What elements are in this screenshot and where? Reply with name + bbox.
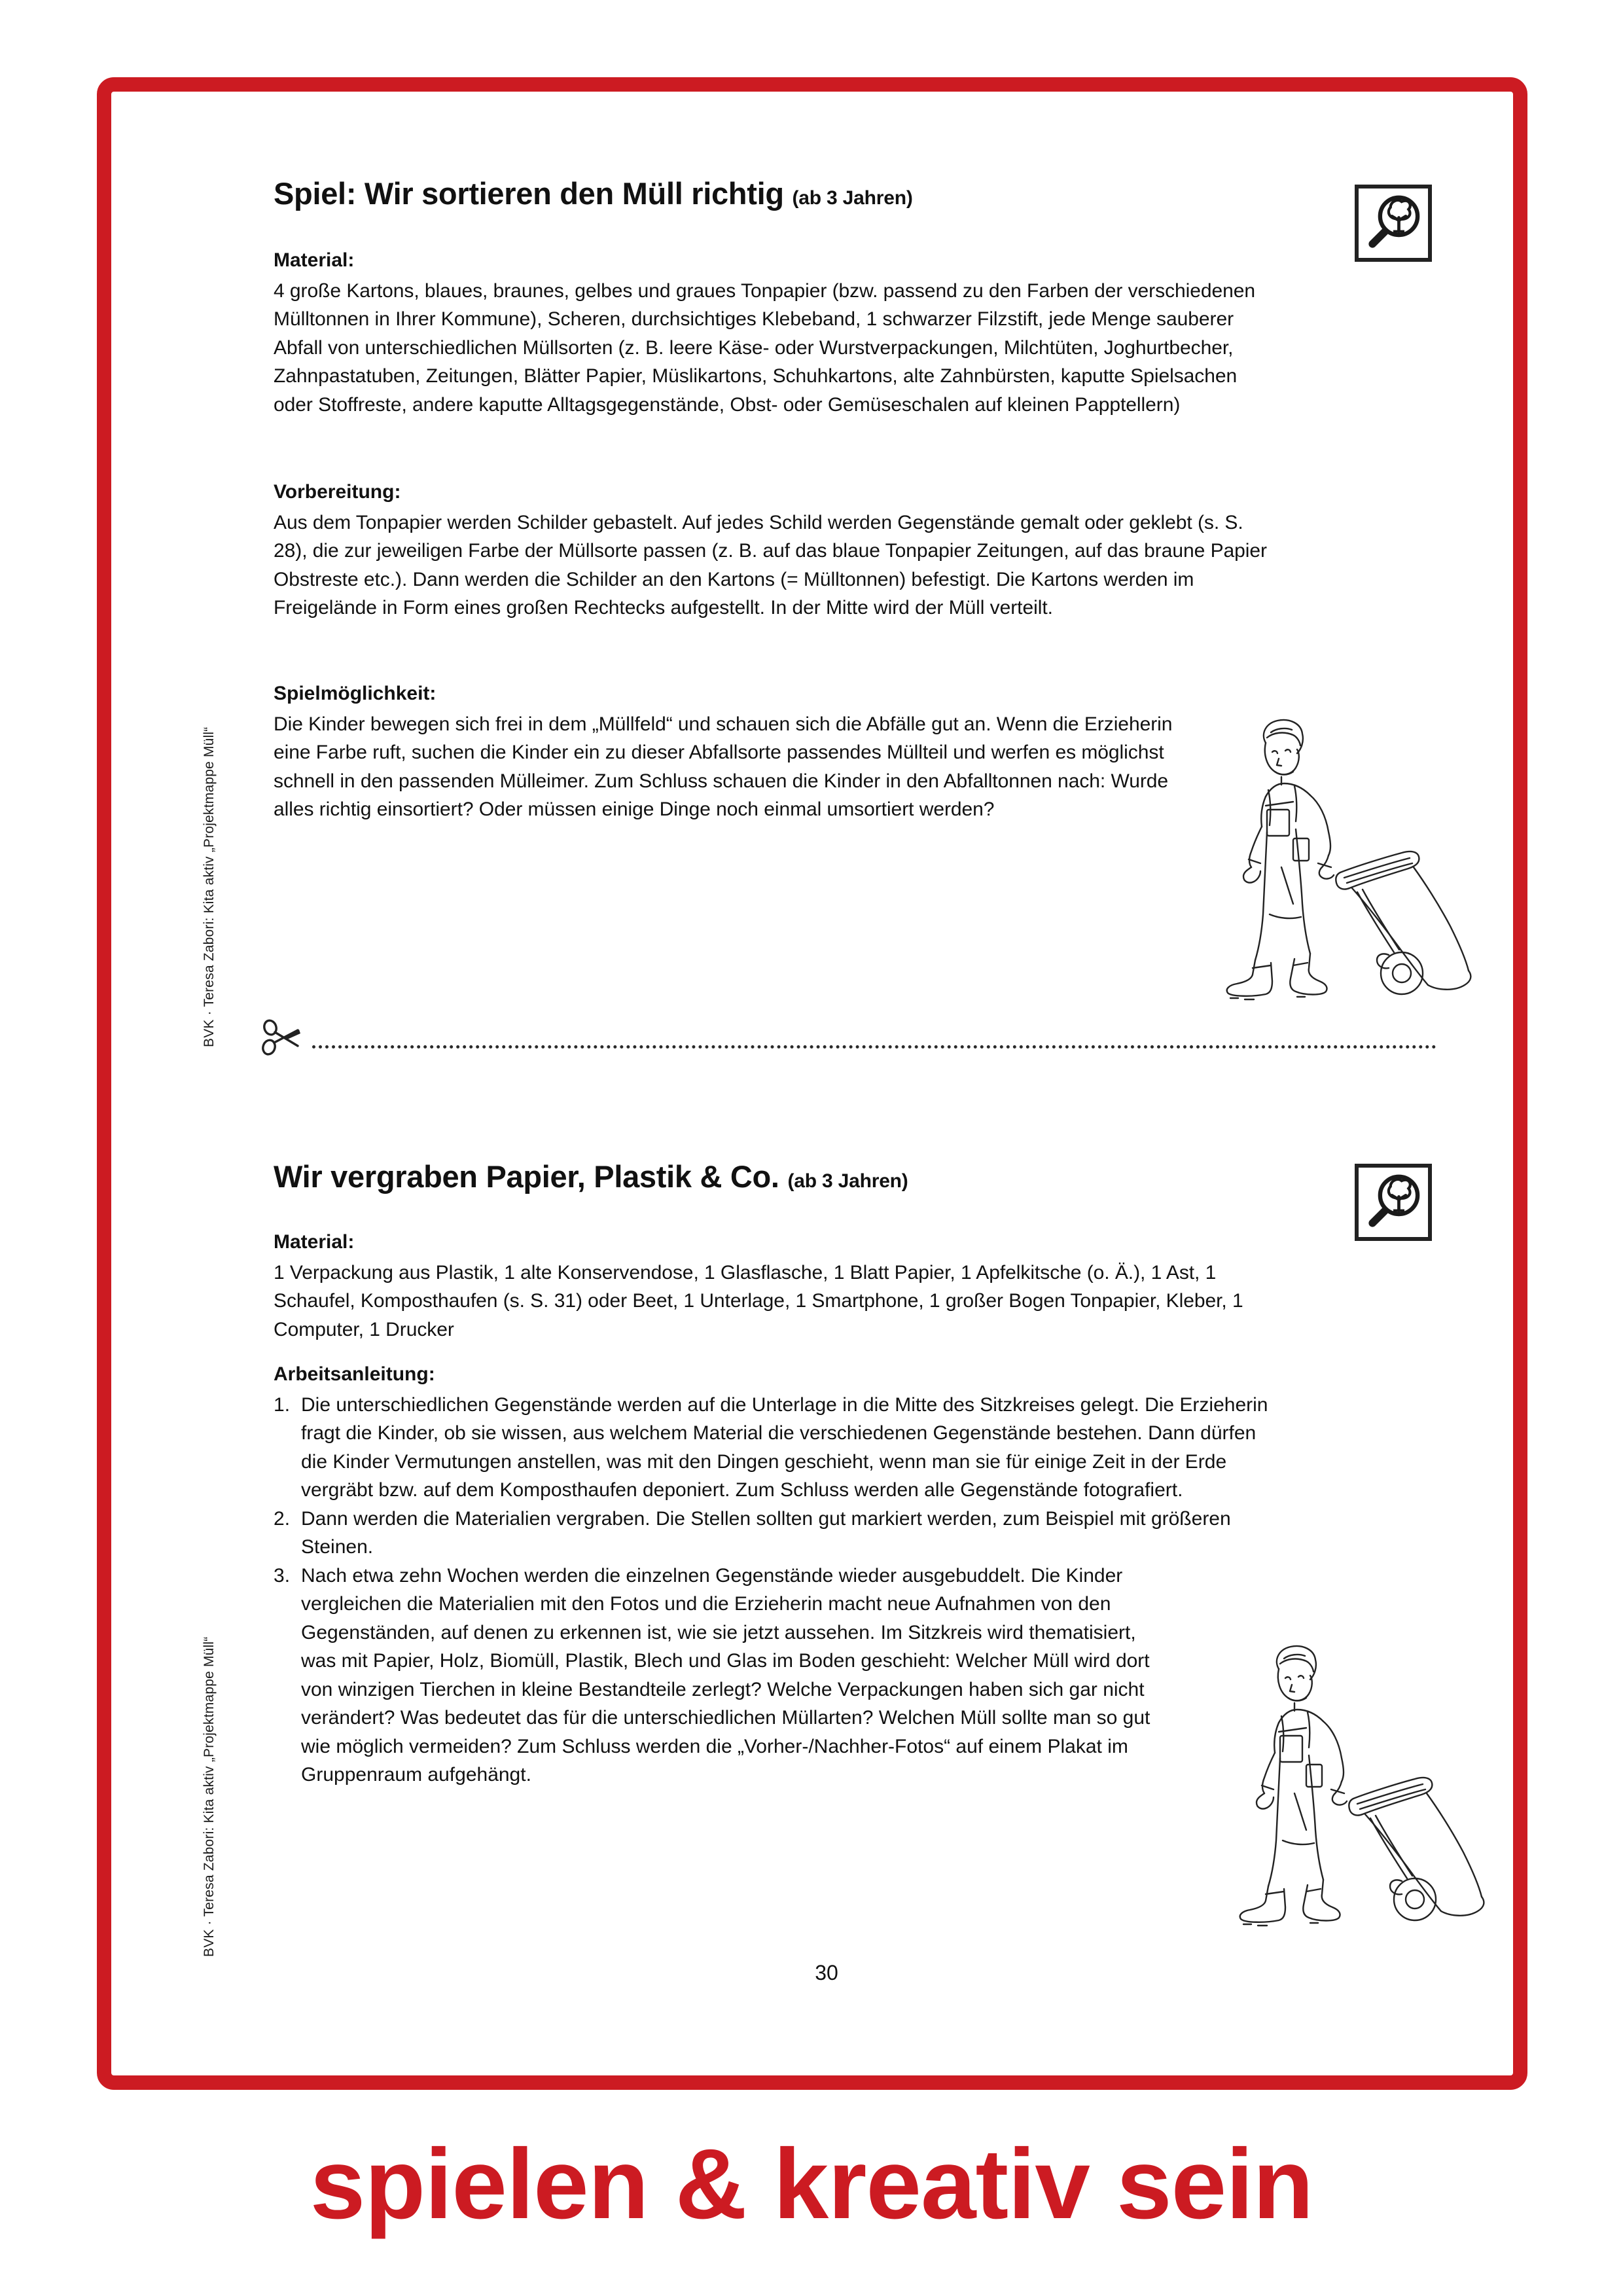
preparation-text: Aus dem Tonpapier werden Schilder gebastelt. Auf jedes Schild werden Gegenstände gemalt oder geklebt (s. S. 28), die zur jeweiligen Farbe der Müllsorte passen (z. B. auf das blaue Tonpapier Zeitungen, auf das braune Papier Obstreste etc.). Dann werden die Schilder an den Kartons (= Mülltonnen) befestigt. Die Kartons werden im Freigelände in Form eines großen Rechtecks aufgestellt. In der Mitte wird der Müll verteilt. — [274, 511, 1267, 619]
section-2-age-note: (ab 3 Jahren) — [787, 1170, 908, 1192]
page-frame — [97, 77, 1527, 2090]
instruction-step: Dann werden die Materialien vergraben. Die Stellen sollten gut markiert werden, zum Beispiel mit größeren Steinen. — [301, 1507, 1231, 1558]
section-2-material-group — [274, 1229, 1281, 1344]
section-1-age-note: (ab 3 Jahren) — [792, 187, 913, 209]
instructions-heading: Arbeitsanleitung: — [274, 1363, 435, 1385]
worker-pulling-wheelie-bin-illustration-bottom — [1211, 1630, 1486, 1937]
section-2-title-text: Wir vergraben Papier, Plastik & Co. — [274, 1159, 779, 1194]
material-text-2: 1 Verpackung aus Plastik, 1 alte Konservendose, 1 Glasflasche, 1 Blatt Papier, 1 Apfelkitsche (o. Ä.), 1 Ast, 1 Schaufel, Komposthaufen (s. S. 31) oder Beet, 1 Unterlage, 1 Smartphone, 1 großer Bogen Tonpapier, Kleber, 1 Computer, 1 Drucker — [274, 1261, 1243, 1340]
section-1-header — [274, 177, 1281, 211]
cut-divider — [259, 1014, 1436, 1060]
gameplay-text: Die Kinder bewegen sich frei in dem „Müllfeld“ und schauen sich die Abfälle gut an. Wenn die Erzieherin eine Farbe ruft, suchen die Kinder ein zu dieser Abfallsorte passendes Müllteil und werfen es möglichst schnell in den passenden Mülleimer. Zum Schluss schauen die Kinder in den Abfalltonnen nach: Wurde alles richtig einsortiert? Oder müssen einige Dinge noch einmal umsortiert werden? — [274, 713, 1173, 820]
section-1-title-text: Spiel: Wir sortieren den Müll richtig — [274, 176, 784, 211]
footer-banner: spielen & kreativ sein — [310, 2128, 1313, 2240]
instruction-step: Die unterschiedlichen Gegenstände werden auf die Unterlage in die Mitte des Sitzkreises gelegt. Die Erzieherin fragt die Kinder, ob sie wissen, aus welchem Material die verschiedenen Gegenstände bestehen. Dann dürfen die Kinder Vermutungen anstellen, was mit den Dingen geschieht, wenn man sie für einige Zeit in der Erde vergräbt bzw. auf dem Komposthaufen deponiert. Zum Schluss werden alle Gegenstände fotografiert. — [301, 1393, 1268, 1501]
instructions-group — [274, 1361, 1281, 1789]
material-heading-2: Material: — [274, 1231, 355, 1253]
gameplay-heading: Spielmöglichkeit: — [274, 683, 437, 704]
worker-pulling-wheelie-bin-illustration-top — [1198, 704, 1472, 1011]
page-number: 30 — [815, 1961, 838, 1984]
magnifier-tree-icon-2 — [1355, 1164, 1432, 1241]
scissors-icon — [259, 1014, 304, 1060]
section-1-preparation-group — [274, 479, 1281, 622]
section-2-title — [274, 1160, 1281, 1194]
section-1-material-group — [274, 247, 1281, 419]
preparation-heading: Vorbereitung: — [274, 481, 401, 503]
vertical-credit-top: BVK · Teresa Zabori: Kita aktiv „Projektmappe Müll“ — [202, 726, 217, 1047]
section-1-gameplay-group — [274, 681, 1203, 824]
material-heading: Material: — [274, 249, 355, 271]
instructions-list — [274, 1391, 1281, 1789]
section-2-header — [274, 1160, 1281, 1194]
cut-dotted-line — [312, 1045, 1436, 1049]
magnifier-tree-icon — [1355, 185, 1432, 262]
vertical-credit-bottom: BVK · Teresa Zabori: Kita aktiv „Projektmappe Müll“ — [202, 1636, 217, 1957]
material-text: 4 große Kartons, blaues, braunes, gelbes und graues Tonpapier (bzw. passend zu den Farben der verschiedenen Mülltonnen in Ihrer Kommune), Scheren, durchsichtiges Klebeband, 1 schwarzer Filzstift, jede Menge sauberer Abfall von unterschiedlichen Müllsorten (z. B. leere Käse- oder Wurstverpackungen, Milchtüten, Joghurtbecher, Zahnpastatuben, Zeitungen, Blätter Papier, Müslikartons, Schuhkartons, alte Zahnbürsten, kaputte Spielsachen oder Stoffreste, andere kaputte Alltagsgegenstände, Obst- oder Gemüseschalen auf kleinen Papptellern) — [274, 279, 1256, 416]
instruction-step: Nach etwa zehn Wochen werden die einzelnen Gegenstände wieder ausgebuddelt. Die Kinder vergleichen die Materialien mit den Fotos und die Erzieherin macht neue Aufnahmen von den Gegenständen, auf denen zu erkennen ist, wie sie jetzt aussehen. Im Sitzkreis wird thematisiert, was mit Papier, Holz, Biomüll, Plastik, Blech und Glas im Boden geschieht: Welcher Müll wird dort von winzigen Tierchen in kleine Bestandteile zerlegt? Welche Verpackungen haben sich gar nicht verändert? Was bedeutet das für die unterschiedlichen Müllarten? Welchen Müll sollte man so gut wie möglich vermeiden? Zum Schluss werden die „Vorher-/Nachher-Fotos“ auf einem Plakat im Gruppenraum aufgehängt. — [301, 1564, 1150, 1785]
section-1-title — [274, 177, 1281, 211]
page-content — [111, 92, 1542, 2104]
